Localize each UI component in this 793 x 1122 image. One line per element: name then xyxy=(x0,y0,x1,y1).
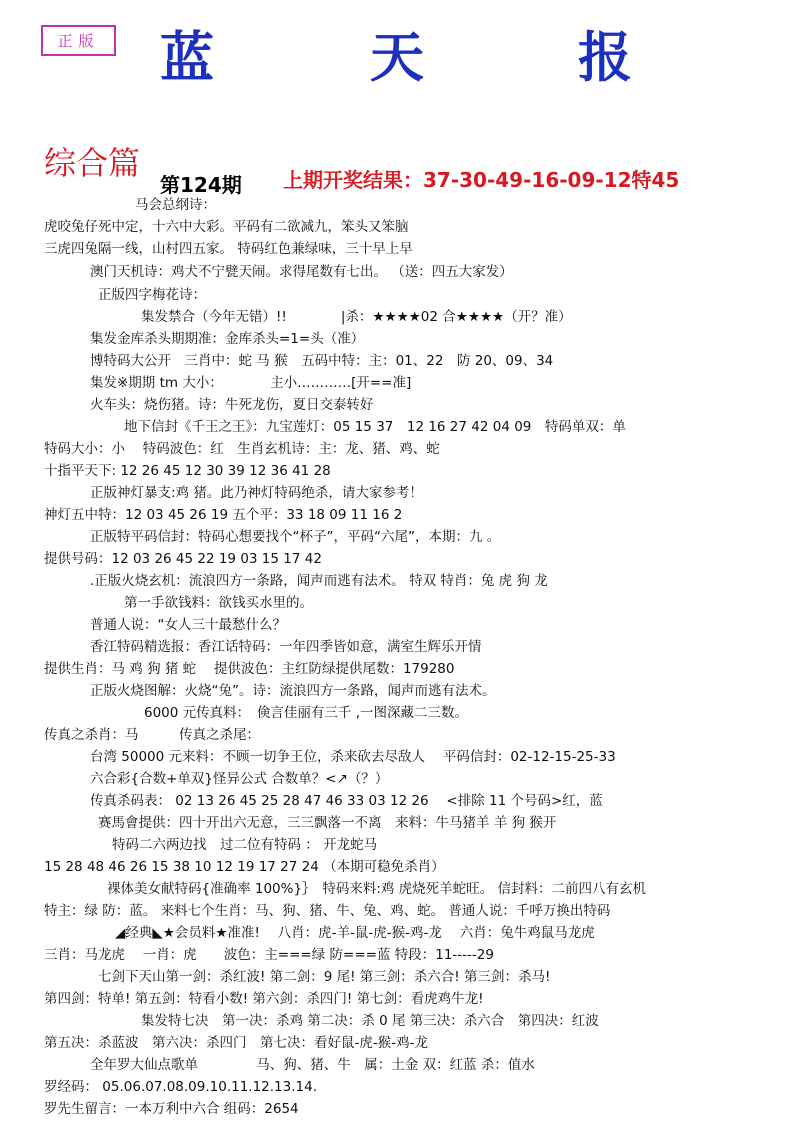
genuine-stamp: 正版 xyxy=(41,25,116,56)
text-line: 特码大小：小 特码波色：红 生肖玄机诗：主：龙、猪、鸡、蛇 xyxy=(44,441,440,457)
text-line: 火车头：烧伤猪。诗：牛死龙伤，夏日交泰转好 xyxy=(90,397,374,413)
section-title: 综合篇 xyxy=(44,144,141,182)
text-line: 罗经码： 05.06.07.08.09.10.11.12.13.14. xyxy=(44,1079,317,1095)
text-line: 集发金库杀头期期准：金库杀头=1=头（准） xyxy=(90,331,365,347)
text-line: 台湾 50000 元来料：不顾一切争王位，杀来砍去尽敌人 平码信封：02-12-15-25-33 xyxy=(90,749,616,765)
text-line: 6000 元传真料： 倹言佳丽有三千 ,一图深藏二三数。 xyxy=(144,705,468,721)
text-line: 集发特七决 第一决：杀鸡 第二决：杀 0 尾 第三决：杀六合 第四决：红波 xyxy=(141,1013,599,1029)
text-line: 香江特码精选报：香江话特码：一年四季皆如意，满室生辉乐开情 xyxy=(90,639,482,655)
text-line: 赛馬會提供：四十开出六无意，三三飘落一不离 来料：牛马猪羊 羊 狗 猴开 xyxy=(98,815,557,831)
text-line: 第五决：杀蓝波 第六决：杀四门 第七决：看好鼠-虎-猴-鸡-龙 xyxy=(44,1035,428,1051)
text-line: 普通人说：“女人三十最愁什么？ xyxy=(90,617,286,633)
text-line: 全年罗大仙点歌单 马、狗、猪、牛 属：土金 双：红蓝 杀：值水 xyxy=(90,1057,535,1073)
text-line: .正版火烧玄机：流浪四方一条路，闻声而逃有法术。 特双 特肖：兔 虎 狗 龙 xyxy=(90,573,548,589)
text-line: 传真杀码表： 02 13 26 45 25 28 47 46 33 03 12 26 <排除 11 个号码>红，蓝 xyxy=(90,793,603,809)
text-line: 马会总纲诗： xyxy=(135,197,216,213)
text-line: 三虎四兔隔一线，山村四五家。 特码红色兼绿味，三十早上早 xyxy=(44,241,413,257)
text-line: 十指平天下: 12 26 45 12 30 39 12 36 41 28 xyxy=(44,463,331,479)
text-line: 提供生肖：马 鸡 狗 猪 蛇 提供波色：主红防绿提供尾数：179280 xyxy=(44,661,455,677)
text-line: 提供号码：12 03 26 45 22 19 03 15 17 42 xyxy=(44,551,322,567)
text-line: 博特码大公开 三肖中：蛇 马 猴 五码中特：主：01、22 防 20、09、34 xyxy=(90,353,554,369)
text-line: 正版四字梅花诗： xyxy=(98,287,206,303)
text-line: 罗先生留言：一本万利中六合 组码：2654 xyxy=(44,1101,299,1117)
text-line: 七剑下天山第一剑：杀红波! 第二剑：9 尾! 第三剑：杀六合! 第三剑：杀马! xyxy=(98,969,551,985)
text-line: 正版火烧图解：火烧“兔”。诗：流浪四方一条路，闻声而逃有法术。 xyxy=(90,683,496,699)
text-line: 裸体美女献特码{准确率 100%}｝ 特码来料:鸡 虎烧死羊蛇旺。 信封料：二前四八有玄机 xyxy=(107,881,646,897)
text-line: 特码二六两边找 过二位有特码 ： 开龙蛇马 xyxy=(112,837,378,853)
text-line: 神灯五中特：12 03 45 26 19 五个平：33 18 09 11 16 2 xyxy=(44,507,403,523)
text-line: 澳门天机诗：鸡犬不宁甓天闹。求得尾数有七出。 （送：四五大家发） xyxy=(90,264,513,280)
text-line: 三肖：马龙虎 一肖：虎 波色：主===绿 防===蓝 特段：11-----29 xyxy=(44,947,494,963)
text-line: 集发※期期 tm 大小： 主小…………[开==准] xyxy=(90,375,412,391)
text-line: 六合彩{合数+单双}怪异公式 合数单？<↗（？） xyxy=(90,771,389,787)
masthead-char-2: 天 xyxy=(370,25,424,89)
text-line: 第四剑：特单! 第五剑：特看小数! 第六剑：杀四门! 第七剑：看虎鸡牛龙! xyxy=(44,991,484,1007)
text-line: 集发禁合（今年无错）!! |杀：★★★★02 合★★★★（开？准） xyxy=(141,309,572,325)
text-line: 地下信封《千王之王》：九宝莲灯：05 15 37 12 16 27 42 04 09 特码单双：单 xyxy=(124,419,626,435)
text-line: 正版特平码信封：特码心想要找个“杯子”，平码“六尾”，本期：九 。 xyxy=(90,529,501,545)
text-line: 正版神灯暴支:鸡 猪。此乃神灯特码绝杀，请大家参考！ xyxy=(90,485,423,501)
text-line: 虎咬兔仔死中定，十六中大彩。平码有二欲减九，笨头又笨脑 xyxy=(44,219,409,235)
text-line: 特主：绿 防：蓝。 来料七个生肖：马、狗、猪、牛、兔、鸡、蛇。 普通人说：千呼万换出特码 xyxy=(44,903,611,919)
issue-number: 第124期 xyxy=(160,173,242,197)
text-line: ◢经典◣★会员料★准准! 八肖：虎-羊-鼠-虎-猴-鸡-龙 六肖：兔牛鸡鼠马龙虎 xyxy=(115,925,595,941)
text-line: 传真之杀肖：马 传真之杀尾： xyxy=(44,727,260,743)
masthead-char-1: 蓝 xyxy=(160,25,214,89)
text-line: 第一手欲钱料：欲钱买水里的。 xyxy=(124,595,313,611)
last-draw-result: 上期开奖结果：37-30-49-16-09-12特45 xyxy=(283,168,680,192)
text-line: 15 28 48 46 26 15 38 10 12 19 17 27 24 （本期可稳免杀肖） xyxy=(44,859,445,875)
masthead-char-3: 报 xyxy=(578,25,632,89)
